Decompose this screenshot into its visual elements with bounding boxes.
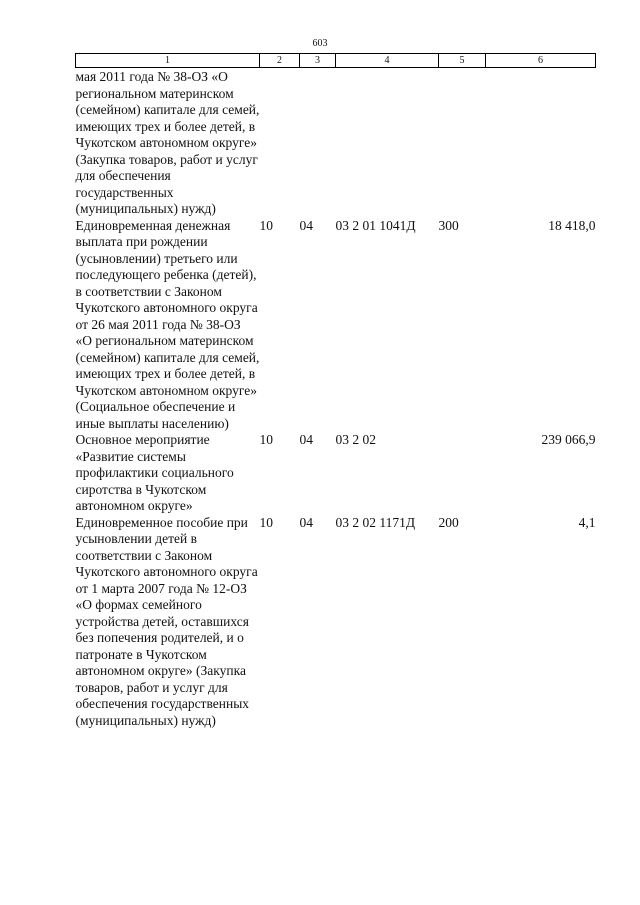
- row-sum: [486, 68, 596, 218]
- header-col-3: 3: [300, 54, 336, 68]
- row-name: Основное мероприятие «Развитие системы профилактики социального сиротства в Чукотском автономном округе»: [75, 432, 234, 513]
- row-sum: 239 066,9: [541, 432, 596, 447]
- row-target-code: 03 2 01 1041Д: [335, 217, 416, 233]
- table-row: [76, 68, 596, 218]
- row-name: мая 2011 года № 38-ОЗ «О региональном материнском (семейном) капитале для семей, имеющих трех и более детей, в Чукотском автономном округе» (Закупка товаров, работ и услуг для обеспечения государственных (муниципальных) нужд): [75, 69, 260, 216]
- row-name: Единовременное пособие при усыновлении детей в соответствии с Законом Чукотского автономного округа от 1 марта 2007 года № 12-ОЗ «О формах семейного устройства детей, оставшихся без попечения родителей, и о патронате в Чукотском автономном округе» (Закупка товаров, работ и услуг для обеспечения государственных (муниципальных) нужд): [75, 514, 258, 728]
- row-sum: 4,1: [578, 514, 596, 530]
- header-col-2: 2: [260, 54, 300, 68]
- row-expense-type: [439, 432, 486, 515]
- page-number: 603: [312, 38, 328, 49]
- row-section: 10: [259, 217, 273, 233]
- table-row: [76, 432, 596, 515]
- header-col-4: 4: [336, 54, 439, 68]
- table-row: [76, 218, 596, 433]
- table-row: [76, 515, 596, 730]
- row-section: 10: [259, 514, 273, 530]
- header-col-6: 6: [486, 54, 596, 68]
- row-section: 10: [259, 432, 273, 447]
- row-section: [260, 68, 300, 218]
- row-subsection: 04: [299, 432, 313, 447]
- row-target-code: 03 2 02: [335, 432, 376, 447]
- row-subsection: 04: [299, 217, 313, 233]
- row-name: Единовременная денежная выплата при рождении (усыновлении) третьего или последующего ребенка (детей), в соответствии с Законом Чукотского автономного округа от 26 мая 2011 года № 38-ОЗ «О региональном материнском (семейном) капитале для семей, имеющих трех и более детей, в Чукотском автономном округе» (Социальное обеспечение и иные выплаты населению): [75, 217, 260, 431]
- row-sum: 18 418,0: [548, 217, 596, 233]
- budget-table: [75, 53, 596, 729]
- row-target-code: 03 2 02 1171Д: [335, 514, 416, 530]
- row-target-code: [336, 68, 439, 218]
- row-expense-type: [439, 68, 486, 218]
- header-col-1: 1: [76, 54, 260, 68]
- header-row: [76, 54, 596, 68]
- row-expense-type: 200: [438, 514, 459, 530]
- row-subsection: 04: [299, 514, 313, 530]
- row-subsection: [300, 68, 336, 218]
- header-col-5: 5: [439, 54, 486, 68]
- row-expense-type: 300: [438, 217, 459, 233]
